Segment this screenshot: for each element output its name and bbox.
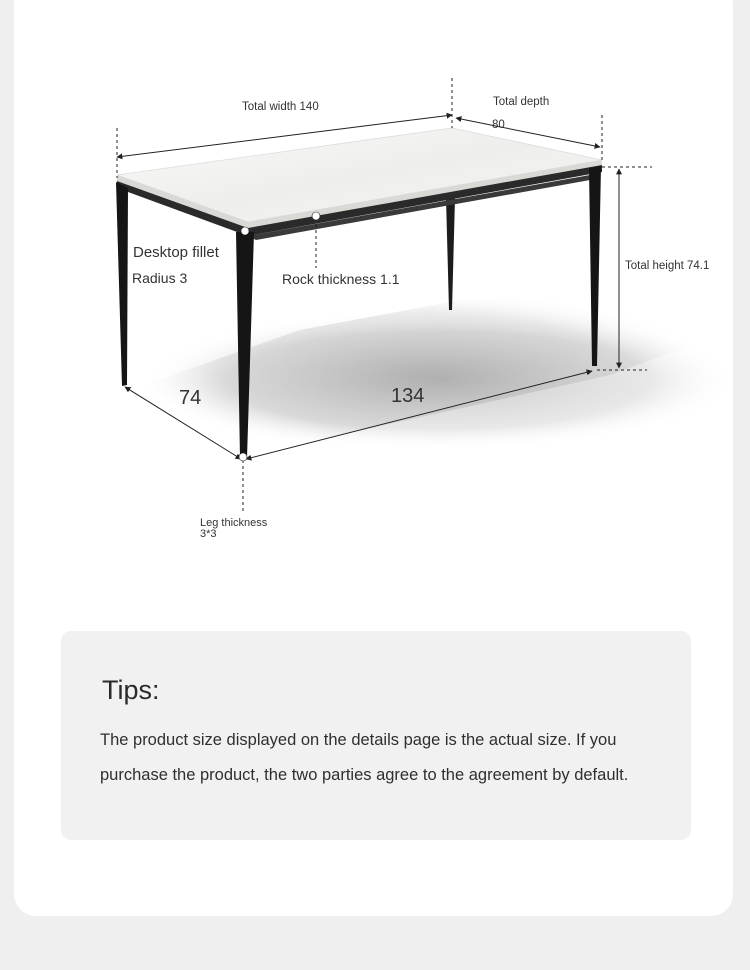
total-width-label: Total width 140 <box>242 101 319 113</box>
tips-box <box>61 631 691 840</box>
tips-text: The product size displayed on the details page is the actual size. If you purchase the product, the two parties agree to the agreement by default. <box>100 731 629 784</box>
table-dimension-diagram <box>14 0 733 620</box>
front-leg-left <box>116 182 128 386</box>
leg-thickness-label: Leg thickness <box>200 517 268 529</box>
tips-title: Tips: <box>102 675 160 705</box>
leg-thickness-value: 3*3 <box>200 528 217 540</box>
total-height-label: Total height 74.1 <box>625 260 710 272</box>
rock-thickness-label: Rock thickness 1.1 <box>282 271 400 287</box>
radius-label: Radius 3 <box>132 270 188 286</box>
desktop-fillet-label: Desktop fillet <box>133 244 219 261</box>
fillet-marker-dot <box>241 227 249 235</box>
leg-span-label: 134 <box>391 385 425 407</box>
total-depth-label: Total depth <box>493 96 550 108</box>
floor-shadow <box>130 290 733 455</box>
leg-thickness-marker-dot <box>239 453 247 461</box>
rock-thickness-marker-dot <box>312 212 320 220</box>
back-leg-right <box>446 198 455 310</box>
leg-depth-label: 74 <box>179 387 202 409</box>
total-depth-value: 80 <box>492 119 505 131</box>
